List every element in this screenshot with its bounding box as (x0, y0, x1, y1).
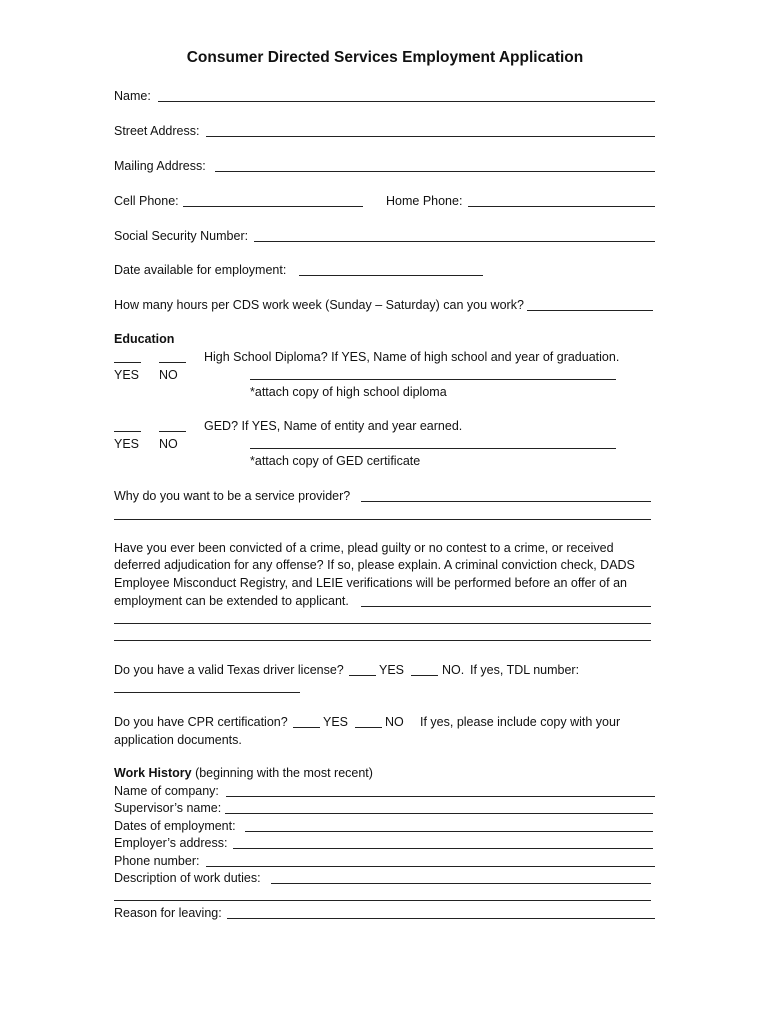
company-field[interactable] (226, 796, 655, 797)
date-available-field[interactable] (299, 275, 483, 276)
supervisor-field[interactable] (225, 813, 653, 814)
tdl-number-field[interactable] (114, 692, 300, 693)
license-no-blank[interactable] (411, 675, 438, 676)
name-label: Name: (114, 89, 151, 103)
cpr-note-line-2: application documents. (114, 733, 242, 747)
dates-field[interactable] (245, 831, 653, 832)
work-history-heading (114, 765, 373, 781)
reason-field[interactable] (227, 918, 655, 919)
name-field[interactable] (158, 101, 655, 102)
company-label: Name of company: (114, 784, 219, 798)
date-available-label: Date available for employment: (114, 263, 287, 277)
cell-phone-field[interactable] (183, 206, 363, 207)
license-no-label: NO. (442, 663, 465, 677)
mailing-address-label: Mailing Address: (114, 159, 206, 173)
cpr-no-blank[interactable] (355, 727, 382, 728)
hs-name-field[interactable] (250, 379, 616, 380)
hs-question: High School Diploma? If YES, Name of high school and year of graduation. (204, 350, 620, 364)
page-title: Consumer Directed Services Employment Application (186, 49, 584, 66)
reason-label: Reason for leaving: (114, 906, 222, 920)
crime-explain-line-3[interactable] (114, 640, 651, 641)
home-phone-label: Home Phone: (386, 194, 463, 208)
hs-no-blank[interactable] (159, 362, 186, 363)
hs-no-label: NO (159, 368, 178, 382)
crime-text-line-4: employment can be extended to applicant. (114, 594, 349, 608)
cpr-question: Do you have CPR certification? (114, 715, 288, 729)
tdl-label: If yes, TDL number: (470, 663, 580, 677)
duties-label: Description of work duties: (114, 871, 261, 885)
crime-explain-line-2[interactable] (114, 623, 651, 624)
why-label: Why do you want to be a service provider? (114, 489, 351, 503)
ged-name-field[interactable] (250, 448, 616, 449)
ssn-field[interactable] (254, 241, 655, 242)
dates-label: Dates of employment: (114, 819, 236, 833)
hours-field[interactable] (527, 310, 653, 311)
employer-address-field[interactable] (233, 848, 653, 849)
work-history-title: Work History (114, 766, 192, 780)
hours-label: How many hours per CDS work week (Sunday – Saturday) can you work? (114, 298, 524, 312)
ged-yes-label: YES (114, 437, 140, 451)
work-history-subheading: (beginning with the most recent) (195, 766, 373, 780)
why-field-line-2[interactable] (114, 519, 651, 520)
street-address-field[interactable] (206, 136, 655, 137)
cpr-no-label: NO (385, 715, 404, 729)
license-yes-label: YES (379, 663, 405, 677)
cpr-yes-label: YES (323, 715, 349, 729)
why-field[interactable] (361, 501, 651, 502)
crime-text-line-3: Employee Misconduct Registry, and LEIE verifications will be performed before an offer of an (114, 576, 627, 590)
duties-field-line-2[interactable] (114, 900, 651, 901)
ged-question: GED? If YES, Name of entity and year earned. (204, 419, 463, 433)
hs-attach-note: *attach copy of high school diploma (250, 385, 447, 399)
supervisor-label: Supervisor’s name: (114, 801, 222, 815)
phone-number-field[interactable] (206, 866, 655, 867)
ged-yes-blank[interactable] (114, 431, 141, 432)
ged-no-label: NO (159, 437, 178, 451)
education-heading: Education (114, 332, 175, 346)
cpr-yes-blank[interactable] (293, 727, 320, 728)
hs-yes-blank[interactable] (114, 362, 141, 363)
crime-text-line-1: Have you ever been convicted of a crime, plead guilty or no contest to a crime, or received (114, 541, 614, 555)
mailing-address-field[interactable] (215, 171, 655, 172)
ged-attach-note: *attach copy of GED certificate (250, 454, 421, 468)
license-yes-blank[interactable] (349, 675, 376, 676)
cpr-note: If yes, please include copy with your (420, 715, 621, 729)
home-phone-field[interactable] (468, 206, 655, 207)
phone-number-label: Phone number: (114, 854, 200, 868)
ged-no-blank[interactable] (159, 431, 186, 432)
employer-address-label: Employer’s address: (114, 836, 228, 850)
ssn-label: Social Security Number: (114, 229, 249, 243)
crime-text-line-2: deferred adjudication for any offense? If so, please explain. A criminal conviction check, DADS (114, 558, 635, 572)
cell-phone-label: Cell Phone: (114, 194, 179, 208)
license-question: Do you have a valid Texas driver license? (114, 663, 344, 677)
duties-field[interactable] (271, 883, 651, 884)
hs-yes-label: YES (114, 368, 140, 382)
street-address-label: Street Address: (114, 124, 200, 138)
crime-explain-field[interactable] (361, 606, 651, 607)
